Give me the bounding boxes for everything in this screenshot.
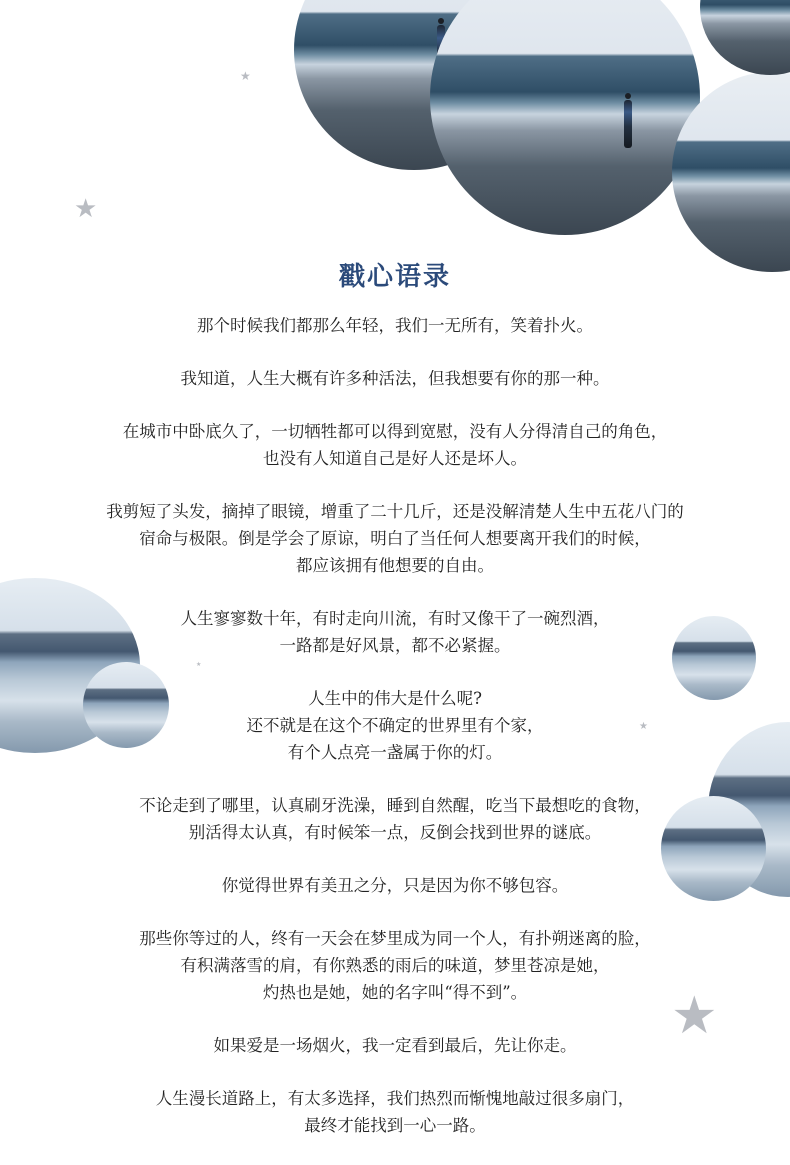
quote-line: 最终才能找到一心一路。 <box>304 1116 486 1135</box>
quote-paragraph <box>0 312 790 339</box>
quote-paragraph <box>0 418 790 472</box>
quote-line: 别活得太认真，有时候笨一点，反倒会找到世界的谜底。 <box>188 823 602 842</box>
star-icon: ★ <box>671 986 718 1046</box>
quote-paragraph <box>0 872 790 899</box>
quote-line: 有个人点亮一盏属于你的灯。 <box>287 743 503 762</box>
quote-line: 有积满落雪的肩，有你熟悉的雨后的味道，梦里苍凉是她， <box>180 956 610 975</box>
beach-photo-circle-2 <box>430 0 700 235</box>
star-icon: ★ <box>74 194 98 224</box>
quote-paragraph <box>0 685 790 766</box>
quote-list <box>0 312 790 1165</box>
beach-photo-circle-4 <box>700 0 790 75</box>
quote-line: 你觉得世界有美丑之分，只是因为你不够包容。 <box>221 876 569 895</box>
quote-line: 还不就是在这个不确定的世界里有个家， <box>246 716 544 735</box>
star-icon: ★ <box>639 721 648 732</box>
person-figure <box>624 100 632 148</box>
quote-line: 一路都是好风景，都不必紧握。 <box>279 636 511 655</box>
quote-paragraph <box>0 925 790 1006</box>
quote-line: 如果爱是一场烟火，我一定看到最后，先让你走。 <box>213 1036 577 1055</box>
quote-line: 也没有人知道自己是好人还是坏人。 <box>263 449 527 468</box>
quote-paragraph <box>0 1032 790 1059</box>
quote-paragraph <box>0 792 790 846</box>
quote-line: 在城市中卧底久了，一切牺牲都可以得到宽慰，没有人分得清自己的角色， <box>122 422 668 441</box>
quote-line: 都应该拥有他想要的自由。 <box>296 556 494 575</box>
quote-line: 灼热也是她，她的名字叫“得不到”。 <box>262 983 528 1002</box>
quote-line: 我知道，人生大概有许多种活法，但我想要有你的那一种。 <box>180 369 610 388</box>
quote-line: 我剪短了头发，摘掉了眼镜，增重了二十几斤，还是没解清楚人生中五花八门的 <box>106 502 684 521</box>
quote-line: 宿命与极限。倒是学会了原谅，明白了当任何人想要离开我们的时候， <box>139 529 651 548</box>
quote-line: 那个时候我们都那么年轻，我们一无所有，笑着扑火。 <box>197 316 593 335</box>
quote-paragraph <box>0 365 790 392</box>
quote-line: 那些你等过的人，终有一天会在梦里成为同一个人，有扑朔迷离的脸， <box>139 929 651 948</box>
quote-paragraph <box>0 498 790 579</box>
star-icon: ★ <box>240 69 251 83</box>
quote-line: 不论走到了哪里，认真刷牙洗澡，睡到自然醒，吃当下最想吃的食物， <box>139 796 651 815</box>
page-title: 戳心语录 <box>338 262 451 292</box>
quote-paragraph <box>0 1085 790 1139</box>
star-icon: ★ <box>196 661 202 668</box>
quote-line: 人生漫长道路上，有太多选择，我们热烈而惭愧地敲过很多扇门， <box>155 1089 635 1108</box>
quote-paragraph <box>0 605 790 659</box>
quote-line: 人生寥寥数十年，有时走向川流，有时又像干了一碗烈酒， <box>180 609 610 628</box>
quote-line: 人生中的伟大是什么呢? <box>308 689 482 708</box>
